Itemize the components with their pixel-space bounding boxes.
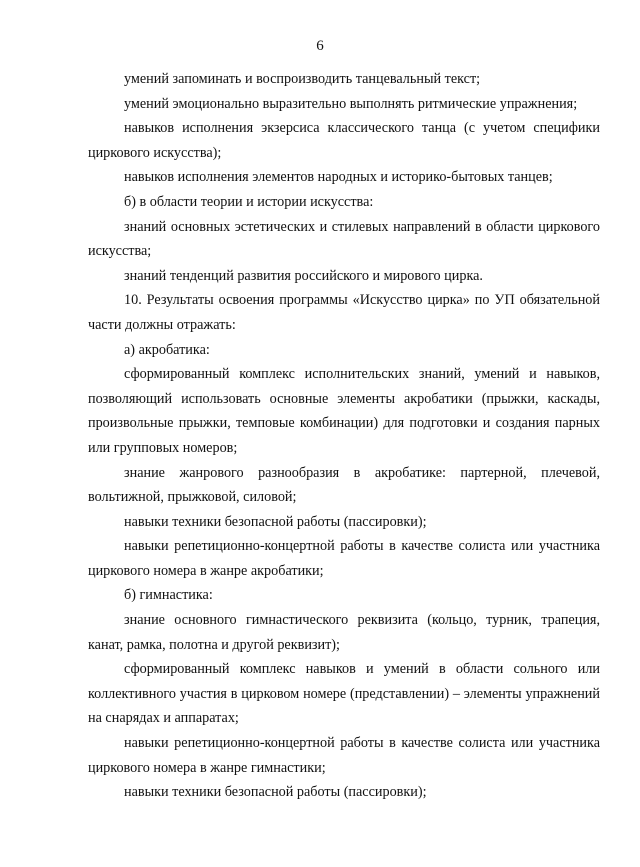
- paragraph-theory-history-heading: б) в области теории и истории искусства:: [124, 193, 374, 210]
- paragraph-acrobatics-genres: знание жанрового разнообразия в акробатике: партерной, плечевой, вольтижной, прыжковой, силовой;: [88, 464, 600, 506]
- paragraph-folk-dances: навыков исполнения элементов народных и историко-бытовых танцев;: [124, 169, 553, 186]
- paragraph-memorize-dance-text: умений запоминать и воспроизводить танцевальный текст;: [124, 71, 481, 87]
- paragraph-results-item-10: 10. Результаты освоения программы «Искусство цирка» по УП обязательной части должны отражать:: [88, 292, 600, 333]
- paragraph-rehearsal-acrobatics: навыки репетиционно-концертной работы в качестве солиста или участника циркового номера в жанре акробатики;: [88, 538, 600, 579]
- paragraph-classical-exercise: навыков исполнения экзерсиса классического танца (с учетом специфики циркового искусства);: [88, 120, 600, 161]
- paragraph-gymnastic-equipment: знание основного гимнастического реквизита (кольцо, турник, трапеция, канат, рамка, полотна и другой реквизит);: [88, 612, 600, 653]
- paragraph-aesthetic-styles: знаний основных эстетических и стилевых направлений в области циркового искусства;: [88, 218, 600, 260]
- paragraph-acrobatics-heading: а) акробатика:: [124, 341, 210, 358]
- paragraph-gymnastics-heading: б) гимнастика:: [124, 587, 213, 604]
- paragraph-circus-trends: знаний тенденций развития российского и мирового цирка.: [124, 267, 483, 284]
- document-body: [88, 67, 600, 805]
- paragraph-rehearsal-gymnastics: навыки репетиционно-концертной работы в качестве солиста или участника циркового номера в жанре гимнастики;: [88, 735, 600, 776]
- paragraph-safety-gymnastics: навыки техники безопасной работы (пассировки);: [124, 784, 427, 801]
- paragraph-safety-acrobatics: навыки техники безопасной работы (пассировки);: [124, 513, 427, 530]
- page-number: 6: [316, 38, 324, 54]
- paragraph-acrobatics-skills: сформированный комплекс исполнительских знаний, умений и навыков, позволяющий использовать основные элементы акробатики (прыжки, каскады, произвольные прыжки, темповые комбинации) для подготовки и создания парных или групповых номеров;: [88, 366, 600, 456]
- paragraph-gymnastics-skills: сформированный комплекс навыков и умений в области сольного или коллективного участия в цирковом номере (представлении) – элементы упражнений на снарядах и аппаратах;: [88, 661, 600, 727]
- paragraph-rhythmic-exercises: умений эмоционально выразительно выполнять ритмические упражнения;: [124, 95, 578, 112]
